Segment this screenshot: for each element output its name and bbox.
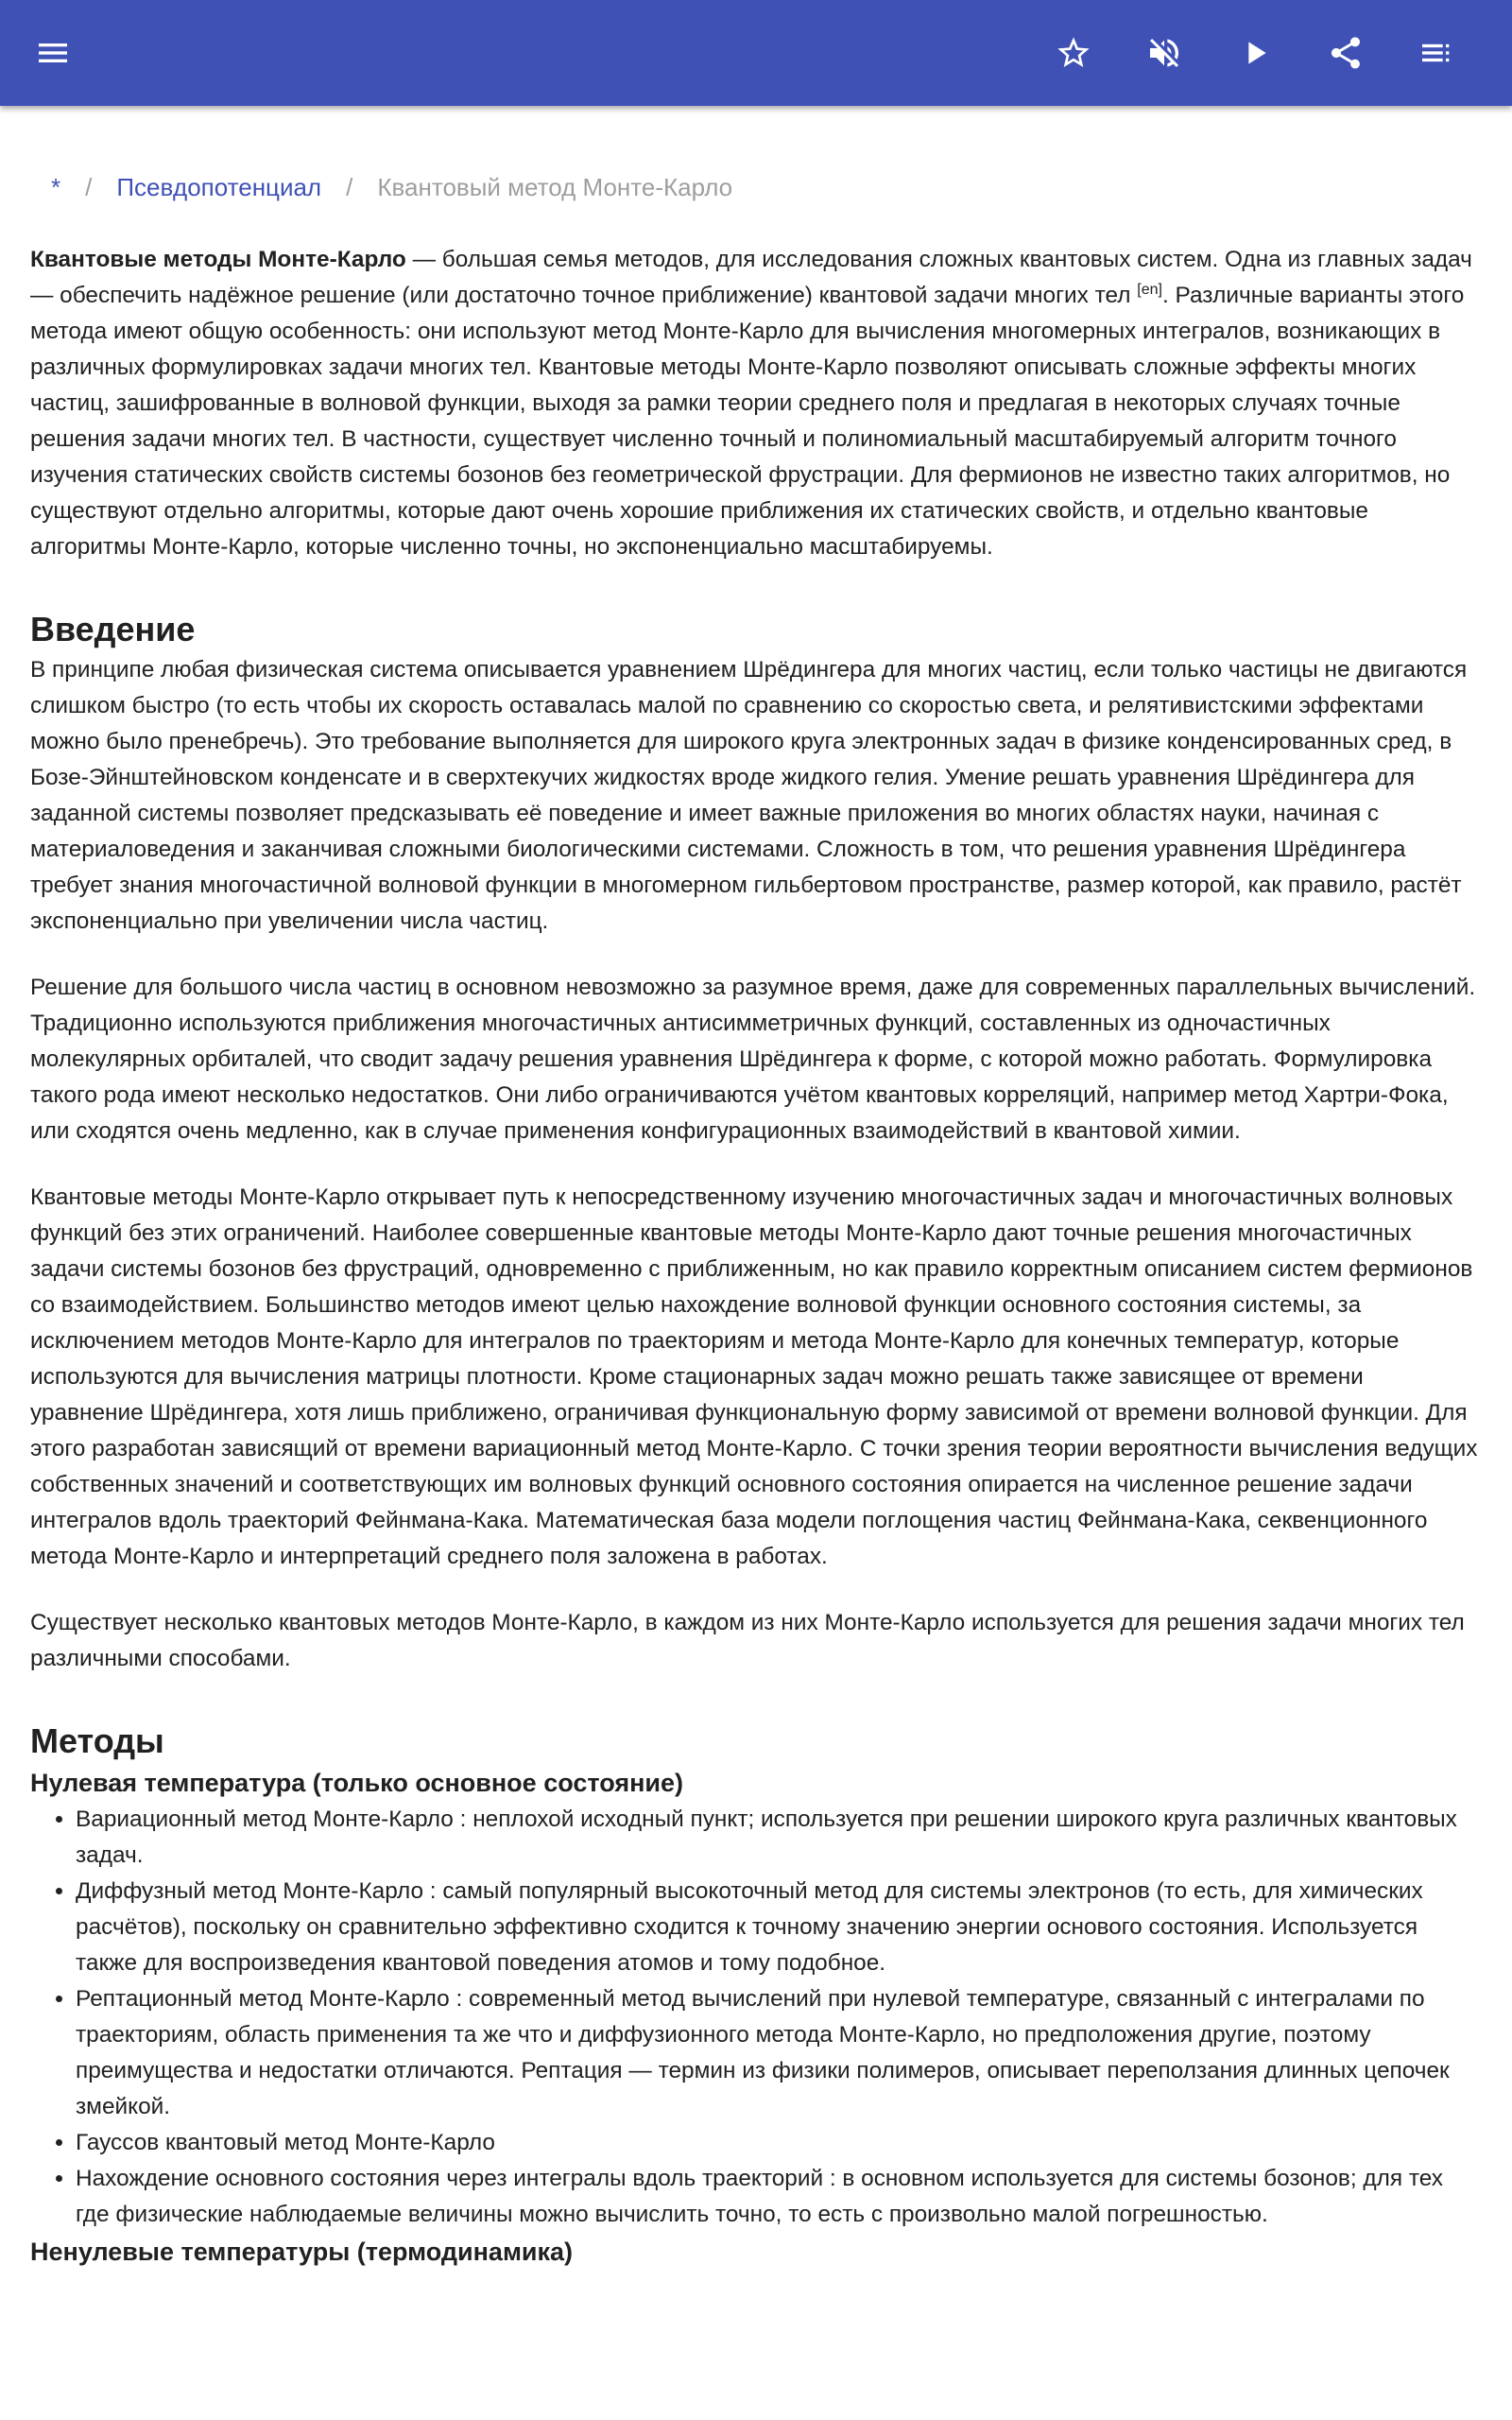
section-heading-introduction: Введение xyxy=(30,610,196,648)
mute-button[interactable] xyxy=(1138,26,1191,79)
menu-icon xyxy=(34,34,72,72)
list-item: • Гауссов квантовый метод Монте-Карло xyxy=(76,2125,1482,2161)
intro-term: Квантовые методы Монте-Карло xyxy=(30,247,406,272)
breadcrumb-parent-link[interactable]: Псевдопотенциал xyxy=(116,173,322,201)
breadcrumb-current: Квантовый метод Монте-Карло xyxy=(377,173,733,201)
intro-text-continued: . Различные варианты этого метода имеют общую особенность: они используют метод Монте-Карло для вычисления многомерных интегралов, возникающих в различных формулировках задачи многих тел. Квантовые методы Монте-Карло позволяют описывать сложные эффекты многих частиц, зашифрованные в волновой функции, выходя за рамки теории среднего поля и предлагая в некоторых случаях точные решения задачи многих тел. В частности, существует численно точный и полиномиальный масштабируемый алгоритм точного изучения статических свойств системы бозонов без геометрической фрустрации. Для фермионов не известно таких алгоритмов, но существуют отдельно алгоритмы, которые дают очень хорошие приближения их статических свойств, и отдельно квантовые алгоритмы Монте-Карло, которые численно точны, но экспоненциально масштабируемы. xyxy=(30,283,1465,560)
share-button[interactable] xyxy=(1319,26,1372,79)
app-bar xyxy=(0,0,1512,106)
star-outline-icon xyxy=(1055,34,1092,72)
reference-link-en[interactable]: [en] xyxy=(1137,281,1162,298)
intro-paragraph xyxy=(30,242,1482,565)
subsection-heading-nonzero-temperature: Ненулевые температуры (термодинамика) xyxy=(30,2238,574,2266)
list-item: • Вариационный метод Монте-Карло : неплохой исходный пункт; используется при решении широкого круга различных квантовых задач. xyxy=(76,1802,1482,1874)
paragraph: Решение для большого числа частиц в основном невозможно за разумное время, даже для современных параллельных вычислений. Традиционно используются приближения многочастичных антисимметричных функций, составленных из одночастичных молекулярных орбиталей, что сводит задачу решения уравнения Шрёдингера к форме, с которой можно работать. Формулировка такого рода имеют несколько недостатков. Они либо ограничиваются учётом квантовых корреляций, например метод Хартри-Фока, или сходятся очень медленно, как в случае применения конфигурационных взаимодействий в квантовой химии. xyxy=(30,975,1476,1144)
subsection-heading-zero-temperature: Нулевая температура (только основное состояние) xyxy=(30,1769,684,1797)
paragraph: Квантовые методы Монте-Карло открывает путь к непосредственному изучению многочастичных задач и многочастичных волновых функций без этих ограничений. Наиболее совершенные квантовые методы Монте-Карло дают точные решения многочастичных задачи системы бозонов без фрустраций, одновременно с приближенным, но как правило корректным описанием систем фермионов со взаимодействием. Большинство методов имеют целью нахождение волновой функции основного состояния системы, за исключением методов Монте-Карло для интегралов по траекториям и метода Монте-Карло для конечных температур, которые используются для вычисления матрицы плотности. Кроме стационарных задач можно решать также зависящее от времени уравнение Шрёдингера, хотя лишь приближено, ограничивая функциональную форму зависимой от времени волновой функции. Для этого разработан зависящий от времени вариационный метод Монте-Карло. С точки зрения теории вероятности вычисления ведущих собственных значений и соответствующих им волновых функций основного состояния опирается на численное решение задачи интегралов вдоль траекторий Фейнмана-Кака. Математическая база модели поглощения частиц Фейнмана-Кака, секвенционного метода Монте-Карло и интерпретаций среднего поля заложена в работах. xyxy=(30,1184,1478,1569)
breadcrumb-separator: / xyxy=(85,173,93,201)
list-item: • Рептационный метод Монте-Карло : современный метод вычислений при нулевой температуре, связанный с интегралами по траекториям, область применения та же что и диффузионного метода Монте-Карло, но предположения другие, поэтому преимущества и недостатки отличаются. Рептация — термин из физики полимеров, описывает переползания длинных цепочек змейкой. xyxy=(76,1981,1482,2125)
methods-list xyxy=(30,1802,1482,2233)
breadcrumb xyxy=(30,168,1482,206)
list-item: • Диффузный метод Монте-Карло : самый популярный высокоточный метод для системы электронов (то есть, для химических расчётов), поскольку он сравнительно эффективно сходится к точному значению энергии основого состояния. Используется также для воспроизведения квантовой поведения атомов и тому подобное. xyxy=(76,1874,1482,1981)
playlist-icon xyxy=(1418,34,1455,72)
menu-button[interactable] xyxy=(26,26,79,79)
breadcrumb-home-link[interactable]: * xyxy=(51,173,61,201)
share-icon xyxy=(1327,34,1365,72)
favorite-button[interactable] xyxy=(1047,26,1100,79)
article-content xyxy=(30,106,1482,2271)
volume-off-icon xyxy=(1145,34,1183,72)
intro-text: — большая семья методов, для исследования сложных квантовых систем. Одна из главных задач — обеспечить надёжное решение (или достаточно точное приближение) квантовой задачи многих тел xyxy=(30,247,1472,308)
paragraph: Существует несколько квантовых методов Монте-Карло, в каждом из них Монте-Карло используется для решения задачи многих тел различными способами. xyxy=(30,1610,1465,1671)
paragraph: В принципе любая физическая система описывается уравнением Шрёдингера для многих частиц, если только частицы не двигаются слишком быстро (то есть чтобы их скорость оставалась малой по сравнению со скоростью света, и релятивистскими эффектами можно было пренебречь). Это требование выполняется для широкого круга электронных задач в физике конденсированных сред, в Бозе-Эйнштейновском конденсате и в сверхтекучих жидкостях вроде жидкого гелия. Умение решать уравнения Шрёдингера для заданной системы позволяет предсказывать её поведение и имеет важные приложения во многих областях науки, начиная с материаловедения и заканчивая сложными биологическими системами. Сложность в том, что решения уравнения Шрёдингера требует знания многочастичной волновой функции в многомерном гильбертовом пространстве, размер которой, как правило, растёт экспоненциально при увеличении числа частиц. xyxy=(30,657,1468,934)
breadcrumb-separator: / xyxy=(346,173,353,201)
table-of-contents-button[interactable] xyxy=(1410,26,1463,79)
list-item: • Нахождение основного состояния через интегралы вдоль траекторий : в основном используется для системы бозонов; для тех где физические наблюдаемые величины можно вычислить точно, то есть с произвольно малой погрешностью. xyxy=(76,2161,1482,2233)
play-icon xyxy=(1236,34,1274,72)
play-button[interactable] xyxy=(1228,26,1281,79)
section-heading-methods: Методы xyxy=(30,1721,164,1760)
